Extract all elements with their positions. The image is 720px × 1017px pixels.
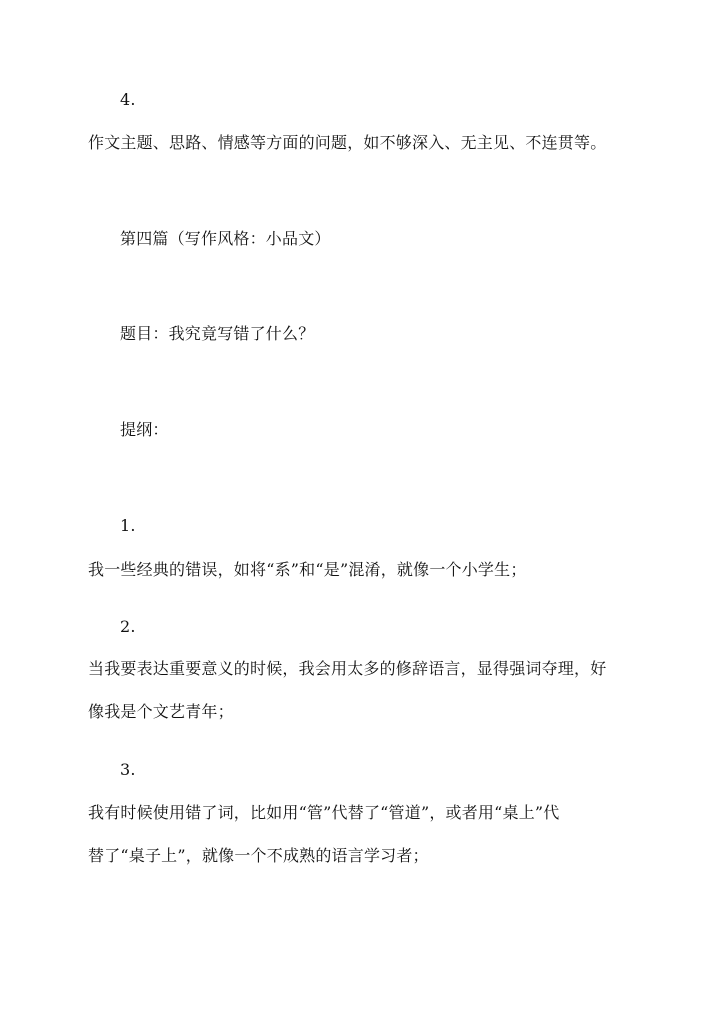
- list-number-2: 2.: [120, 617, 136, 636]
- paragraph-item-1: 我一些经典的错误，如将“系”和“是”混淆，就像一个小学生；: [88, 560, 527, 579]
- list-number-4: 4.: [120, 90, 136, 109]
- paragraph-item-3-line-1: 我有时候使用错了词，比如用“管”代替了“管道”，或者用“桌上”代: [88, 803, 560, 822]
- paragraph-item-3-line-2: 替了“桌子上”，就像一个不成熟的语言学习者；: [88, 846, 429, 865]
- essay-title: 题目：我究竟写错了什么？: [120, 324, 315, 343]
- paragraph-item-2-line-1: 当我要表达重要意义的时候，我会用太多的修辞语言，显得强词夺理，好: [88, 659, 607, 678]
- outline-label: 提纲：: [120, 420, 169, 439]
- paragraph-item-4: 作文主题、思路、情感等方面的问题，如不够深入、无主见、不连贯等。: [88, 133, 607, 152]
- paragraph-item-2-line-2: 像我是个文艺青年；: [88, 702, 234, 721]
- section-heading: 第四篇（写作风格：小品文）: [120, 229, 331, 248]
- list-number-3: 3.: [120, 760, 136, 779]
- list-number-1: 1.: [120, 516, 136, 535]
